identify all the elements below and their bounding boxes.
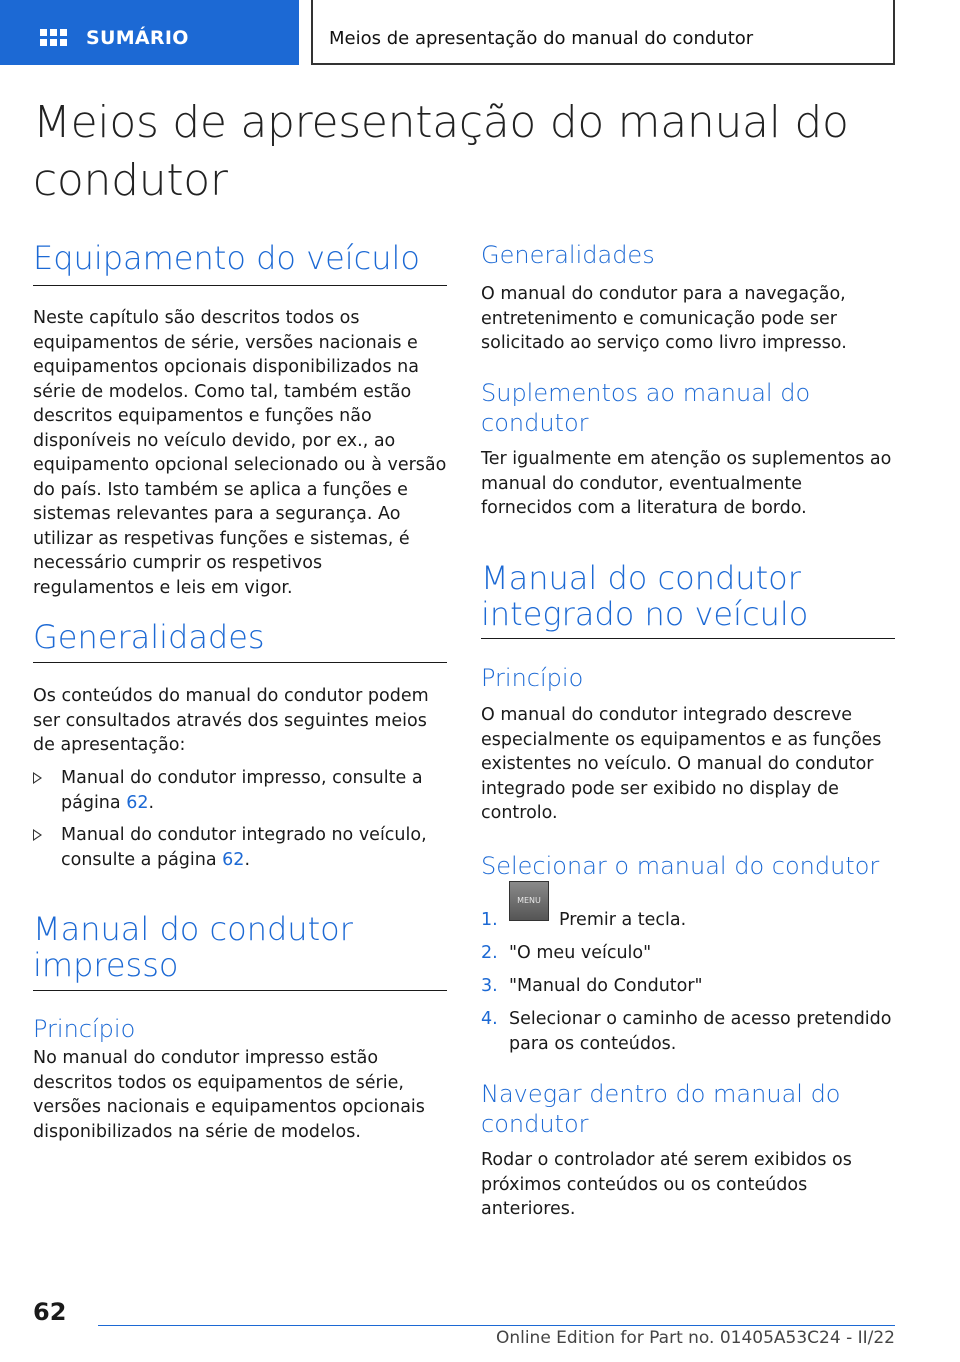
list-item-text: Manual do condutor integrado no veículo, consulte a página 62. — [61, 825, 427, 870]
contents-button[interactable] — [0, 0, 299, 65]
triangle-bullet-icon — [33, 772, 42, 784]
step-number: 4. — [481, 1009, 498, 1029]
page-link[interactable]: 62 — [126, 792, 149, 813]
page-link[interactable]: 62 — [222, 849, 245, 870]
step-text: Premir a tecla. — [559, 910, 687, 930]
heading-general: Generalidades — [33, 618, 265, 656]
list-item — [33, 823, 447, 873]
heading-general-right: Generalidades — [481, 241, 655, 269]
heading-supplements: Suplementos ao manual do condutor — [481, 379, 811, 437]
step-item — [481, 1007, 895, 1057]
step-text: Selecionar o caminho de acesso pretendido para os conteúdos. — [509, 1009, 892, 1054]
contents-label: SUMÁRIO — [86, 27, 189, 49]
heading-navigate-manual: Navegar dentro do manual do condutor — [481, 1080, 841, 1138]
heading-printed-manual: Manual do condutor impresso — [33, 910, 353, 984]
heading-principle-right: Princípio — [481, 664, 584, 692]
section-title: Meios de apresentação do manual do condutor — [329, 28, 754, 49]
step-text: "O meu veículo" — [509, 943, 652, 963]
paragraph-printed-principle: No manual do condutor impresso estão descritos todos os equipamentos de série, versões nacionais e equipamentos opcionais disponibilizados na série de modelos. — [33, 1048, 425, 1142]
heading-vehicle-equipment: Equipamento do veículo — [33, 239, 420, 277]
paragraph-vehicle-equipment: Neste capítulo são descritos todos os equipamentos de série, versões nacionais e equipamentos opcionais disponibilizados na série de modelos. Como tal, também estão descritos equipamentos e funções não disponíveis no veículo devido, por ex., ao equipamento opcional selecionado ou à versão do país. Isto também se aplica a funções e sistemas relevantes para a segurança. Ao utilizar as respetivas funções e sistemas, é necessário cumprir os respetivos regulamentos e leis em vigor. — [33, 308, 447, 598]
footer-divider — [98, 1325, 895, 1326]
heading-principle: Princípio — [33, 1015, 136, 1043]
divider — [33, 285, 447, 286]
step-item — [481, 974, 895, 1000]
step-number: 3. — [481, 976, 498, 996]
divider — [33, 990, 447, 991]
heading-integrated-manual: Manual do condutor integrado no veículo — [481, 559, 809, 633]
section-title-box — [311, 0, 895, 65]
page-title: Meios de apresentação do manual do condutor — [33, 97, 849, 206]
step-number: 2. — [481, 943, 498, 963]
divider — [481, 638, 895, 639]
paragraph-navigate: Rodar o controlador até serem exibidos os próximos conteúdos ou os conteúdos anteriores. — [481, 1150, 852, 1219]
list-item-text: Manual do condutor impresso, consulte a página 62. — [61, 768, 423, 813]
paragraph-general-right: O manual do condutor para a navegação, entretenimento e comunicação pode ser solicitado ao serviço como livro impresso. — [481, 284, 847, 353]
grid-menu-icon — [40, 29, 67, 52]
triangle-bullet-icon — [33, 829, 42, 841]
heading-select-manual: Selecionar o manual do condutor — [481, 852, 880, 880]
paragraph-general: Os conteúdos do manual do condutor podem ser consultados através dos seguintes meios de apresentação: — [33, 686, 429, 755]
menu-key-icon[interactable]: MENU — [509, 881, 549, 921]
step-text: "Manual do Condutor" — [509, 976, 703, 996]
page-number: 62 — [33, 1298, 67, 1326]
step-item — [481, 895, 895, 934]
list-item — [33, 766, 447, 816]
edition-note: Online Edition for Part no. 01405A53C24 - II/22 — [495, 1328, 895, 1348]
paragraph-integrated-principle: O manual do condutor integrado descreve especialmente os equipamentos e as funções existentes no veículo. O manual do condutor integrado pode ser exibido no display de controlo. — [481, 705, 882, 823]
step-number: 1. — [481, 910, 498, 930]
divider — [33, 662, 447, 663]
step-item — [481, 941, 895, 967]
paragraph-supplements: Ter igualmente em atenção os suplementos ao manual do condutor, eventualmente fornecidos com a literatura de bordo. — [481, 449, 892, 518]
